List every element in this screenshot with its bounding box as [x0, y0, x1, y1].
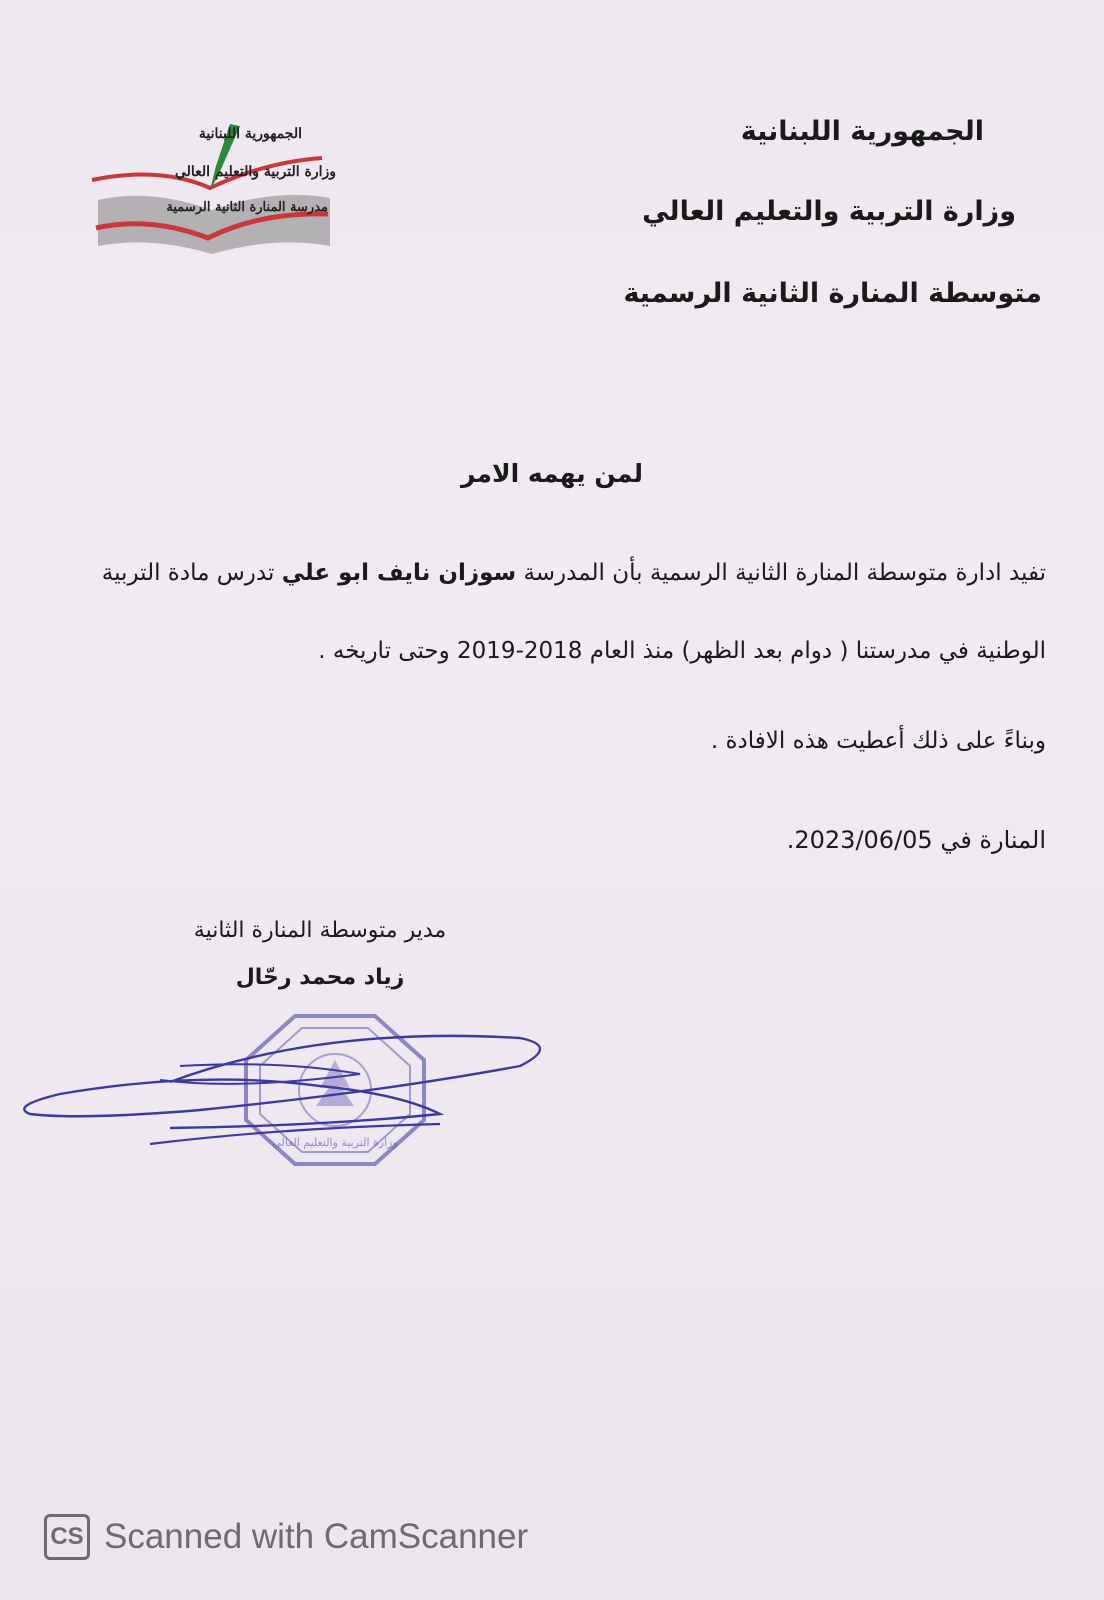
document-title: لمن يهمه الامر — [460, 459, 644, 488]
p1-after-text: تدرس مادة التربية — [101, 560, 282, 586]
signature-block — [160, 918, 480, 990]
header-school: متوسطة المنارة الثانية الرسمية — [623, 278, 1042, 309]
signatory-name: زياد محمد رحّال — [235, 965, 405, 990]
header-republic: الجمهورية اللبنانية — [740, 116, 984, 147]
teacher-name: سوزان نايف ابو علي — [281, 560, 517, 586]
body-paragraph-1 — [102, 560, 1046, 586]
signatory-title: مدير متوسطة المنارة الثانية — [193, 918, 447, 943]
body-paragraph-3: وبناءً على ذلك أعطيت هذه الافادة . — [710, 728, 1046, 754]
logo-text-republic: الجمهورية اللبنانية — [198, 126, 302, 142]
body-paragraph-2: الوطنية في مدرستنا ( دوام بعد الظهر) منذ العام 2018-2019 وحتى تاريخه . — [318, 638, 1046, 664]
p1-before-text: تفيد ادارة متوسطة المنارة الثانية الرسمية بأن المدرسة — [516, 560, 1046, 586]
camscanner-logo-icon: CS — [44, 1514, 90, 1560]
watermark-text: Scanned with CamScanner — [104, 1517, 529, 1556]
logo-text-school: مدرسة المنارة الثانية الرسمية — [166, 200, 328, 215]
stamp-text: وزارة التربية والتعليم العالي — [272, 1136, 398, 1149]
school-logo — [90, 118, 340, 268]
logo-text-ministry: وزارة التربية والتعليم العالي — [174, 164, 336, 180]
signature-graphic — [20, 1030, 560, 1190]
date-line: المنارة في 2023/06/05. — [786, 826, 1046, 854]
handwritten-signature — [20, 1030, 560, 1190]
header-ministry: وزارة التربية والتعليم العالي — [642, 196, 1016, 227]
camscanner-watermark — [44, 1512, 528, 1562]
